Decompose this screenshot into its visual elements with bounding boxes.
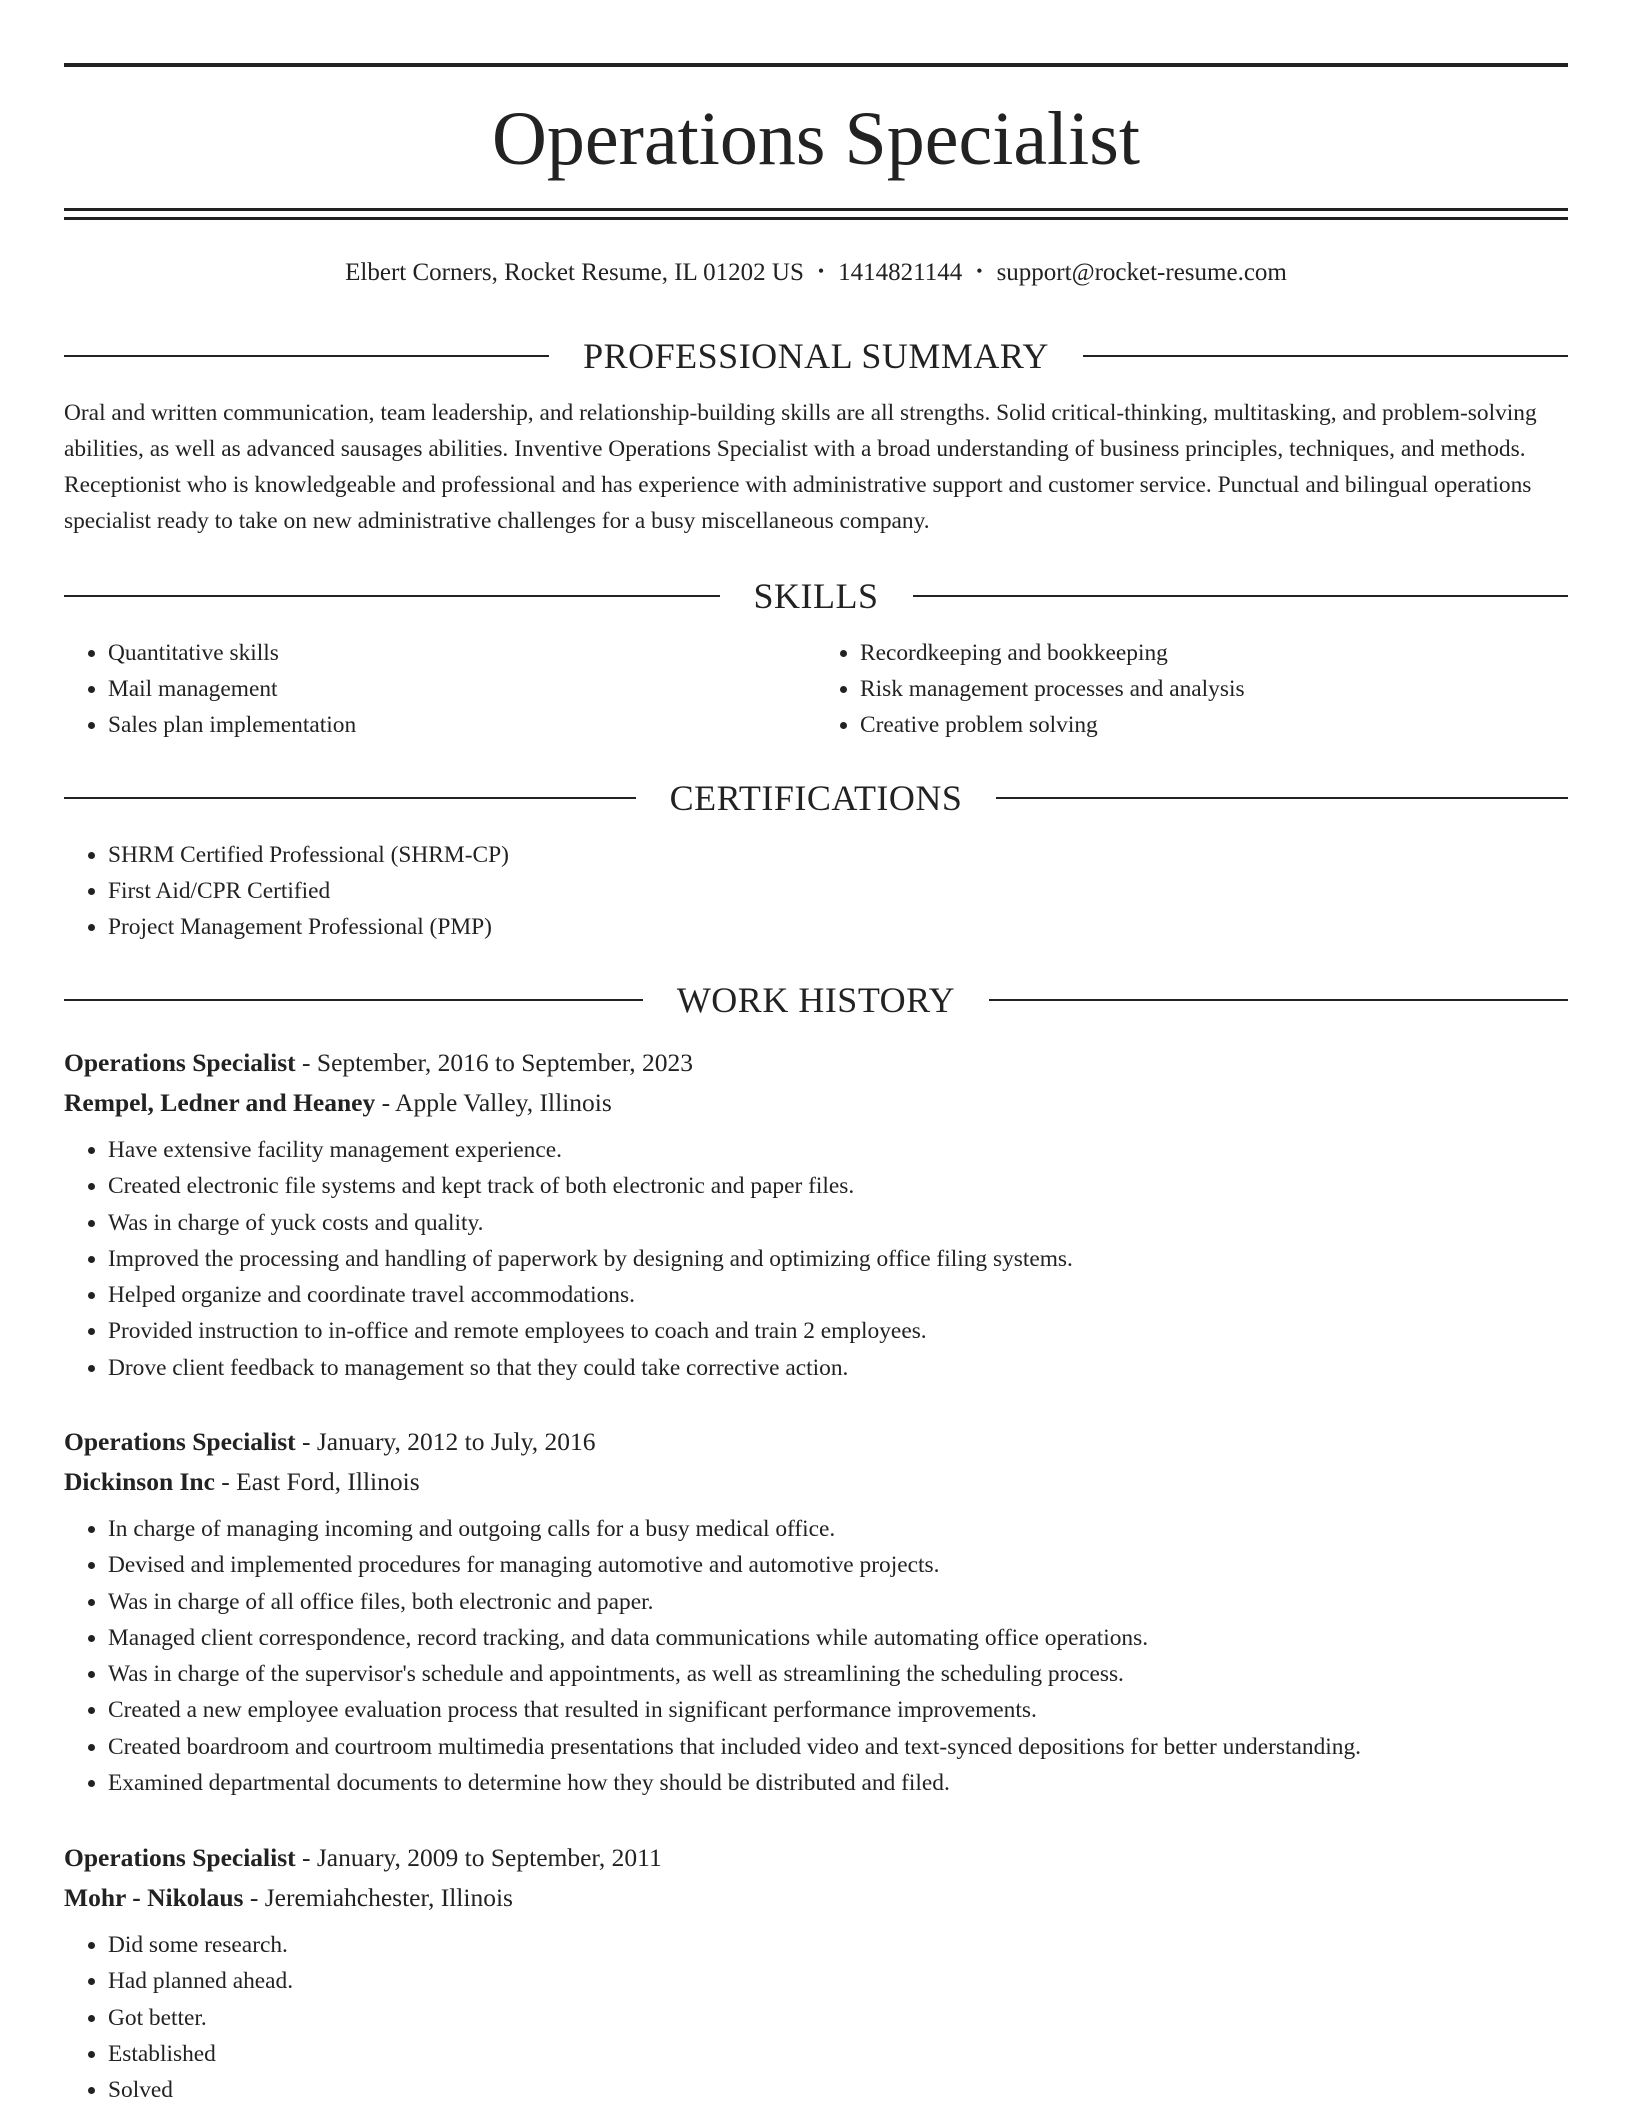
skill-item: • Sales plan implementation bbox=[108, 707, 816, 743]
section-title: CERTIFICATIONS bbox=[669, 778, 963, 818]
skills-columns bbox=[64, 635, 1568, 743]
job-duty: • Provided instruction to in-office and remote employees to coach and train 2 employees. bbox=[108, 1313, 1568, 1349]
job-duties-list bbox=[64, 1511, 1568, 1801]
job-duty: • Was in charge of all office files, both electronic and paper. bbox=[108, 1584, 1568, 1620]
job-duty: • Created a new employee evaluation process that resulted in significant performance improvements. bbox=[108, 1692, 1568, 1728]
contact-line bbox=[64, 253, 1568, 291]
job-company: Dickinson Inc bbox=[64, 1467, 215, 1496]
skill-item: • Creative problem solving bbox=[860, 707, 1568, 743]
job-duty: • Have extensive facility management experience. bbox=[108, 1132, 1568, 1168]
job-duties-list bbox=[64, 1132, 1568, 1386]
job-location: - East Ford, Illinois bbox=[214, 1467, 420, 1496]
job-duty: • In charge of managing incoming and outgoing calls for a busy medical office. bbox=[108, 1511, 1568, 1547]
certifications-list bbox=[64, 837, 1568, 945]
contact-separator: • bbox=[817, 261, 825, 281]
job-location: - Apple Valley, Illinois bbox=[375, 1088, 612, 1117]
job-duties-list bbox=[64, 1927, 1568, 2108]
job-dates: - January, 2009 to September, 2011 bbox=[295, 1843, 662, 1872]
work-history-heading bbox=[64, 977, 1568, 1023]
contact-phone: 1414821144 bbox=[838, 259, 963, 286]
double-rule bbox=[64, 208, 1568, 220]
job-company-line bbox=[64, 1462, 1568, 1502]
job-duty: • Created electronic file systems and kept track of both electronic and paper files. bbox=[108, 1168, 1568, 1204]
job-entry bbox=[64, 1043, 1568, 1386]
job-title: Operations Specialist bbox=[64, 1048, 296, 1077]
job-title-line bbox=[64, 1422, 1568, 1462]
job-title: Operations Specialist bbox=[64, 1843, 296, 1872]
certifications-heading bbox=[64, 775, 1568, 821]
job-entry bbox=[64, 1838, 1568, 2108]
skill-item: • Risk management processes and analysis bbox=[860, 671, 1568, 707]
job-duty: • Created boardroom and courtroom multimedia presentations that included video and text-synced depositions for better understanding. bbox=[108, 1729, 1568, 1765]
job-duty: • Examined departmental documents to determine how they should be distributed and filed. bbox=[108, 1765, 1568, 1801]
heading-rule bbox=[64, 355, 549, 357]
job-company-line bbox=[64, 1878, 1568, 1918]
job-duty: • Was in charge of yuck costs and quality. bbox=[108, 1205, 1568, 1241]
job-duty: • Did some research. bbox=[108, 1927, 1568, 1963]
heading-rule bbox=[989, 999, 1568, 1001]
job-entry bbox=[64, 1422, 1568, 1801]
job-duty: • Drove client feedback to management so that they could take corrective action. bbox=[108, 1350, 1568, 1386]
section-title: WORK HISTORY bbox=[676, 980, 956, 1020]
job-duty: • Devised and implemented procedures for managing automotive and automotive projects. bbox=[108, 1547, 1568, 1583]
job-duty: • Helped organize and coordinate travel accommodations. bbox=[108, 1277, 1568, 1313]
contact-address: Elbert Corners, Rocket Resume, IL 01202 US bbox=[345, 259, 804, 286]
certification-item: • SHRM Certified Professional (SHRM-CP) bbox=[108, 837, 1568, 873]
resume-name: Operations Specialist bbox=[492, 97, 1140, 181]
job-duty: • Was in charge of the supervisor's schedule and appointments, as well as streamlining the scheduling process. bbox=[108, 1656, 1568, 1692]
skill-item: • Recordkeeping and bookkeeping bbox=[860, 635, 1568, 671]
job-duty: • Got better. bbox=[108, 2000, 1568, 2036]
heading-rule bbox=[64, 595, 720, 597]
contact-email: support@rocket-resume.com bbox=[996, 259, 1287, 286]
heading-rule bbox=[64, 797, 636, 799]
job-dates: - January, 2012 to July, 2016 bbox=[295, 1427, 596, 1456]
job-duty: • Established bbox=[108, 2036, 1568, 2072]
skills-section bbox=[64, 573, 1568, 743]
skills-list-right bbox=[816, 635, 1568, 743]
job-location: - Jeremiahchester, Illinois bbox=[243, 1883, 513, 1912]
heading-rule bbox=[1083, 355, 1568, 357]
heading-rule bbox=[64, 999, 643, 1001]
job-duty: • Had planned ahead. bbox=[108, 1963, 1568, 1999]
job-company: Mohr - Nikolaus bbox=[64, 1883, 244, 1912]
job-duty: • Managed client correspondence, record tracking, and data communications while automating office operations. bbox=[108, 1620, 1568, 1656]
skills-heading bbox=[64, 573, 1568, 619]
summary-section bbox=[64, 333, 1568, 539]
certification-item: • Project Management Professional (PMP) bbox=[108, 909, 1568, 945]
job-title-line bbox=[64, 1043, 1568, 1083]
skill-item: • Quantitative skills bbox=[108, 635, 816, 671]
job-duty: • Solved bbox=[108, 2072, 1568, 2108]
section-title: PROFESSIONAL SUMMARY bbox=[583, 336, 1049, 376]
job-dates: - September, 2016 to September, 2023 bbox=[295, 1048, 694, 1077]
heading-rule bbox=[996, 797, 1568, 799]
certification-item: • First Aid/CPR Certified bbox=[108, 873, 1568, 909]
work-history-section bbox=[64, 977, 1568, 1023]
job-title-line bbox=[64, 1838, 1568, 1878]
job-duty: • Improved the processing and handling of paperwork by designing and optimizing office filing systems. bbox=[108, 1241, 1568, 1277]
contact-separator: • bbox=[976, 261, 983, 281]
skill-item: • Mail management bbox=[108, 671, 816, 707]
job-company-line bbox=[64, 1083, 1568, 1123]
summary-heading bbox=[64, 333, 1568, 379]
job-title: Operations Specialist bbox=[64, 1427, 296, 1456]
section-title: SKILLS bbox=[753, 576, 879, 616]
heading-rule bbox=[913, 595, 1569, 597]
job-company: Rempel, Ledner and Heaney bbox=[64, 1088, 376, 1117]
skills-list-left bbox=[64, 635, 816, 743]
summary-text: Oral and written communication, team leadership, and relationship-building skills are all strengths. Solid critical-thinking, multitasking, and problem-solving abilities, as well as advanced sausages abilities. Inventive Operations Specialist with a broad understanding of business principles, techniques, and methods. Receptionist who is knowledgeable and professional and has experience with administrative support and customer service. Punctual and bilingual operations specialist ready to take on new administrative challenges for a busy miscellaneous company. bbox=[64, 400, 1537, 534]
top-rule bbox=[64, 63, 1568, 67]
certifications-section bbox=[64, 775, 1568, 945]
